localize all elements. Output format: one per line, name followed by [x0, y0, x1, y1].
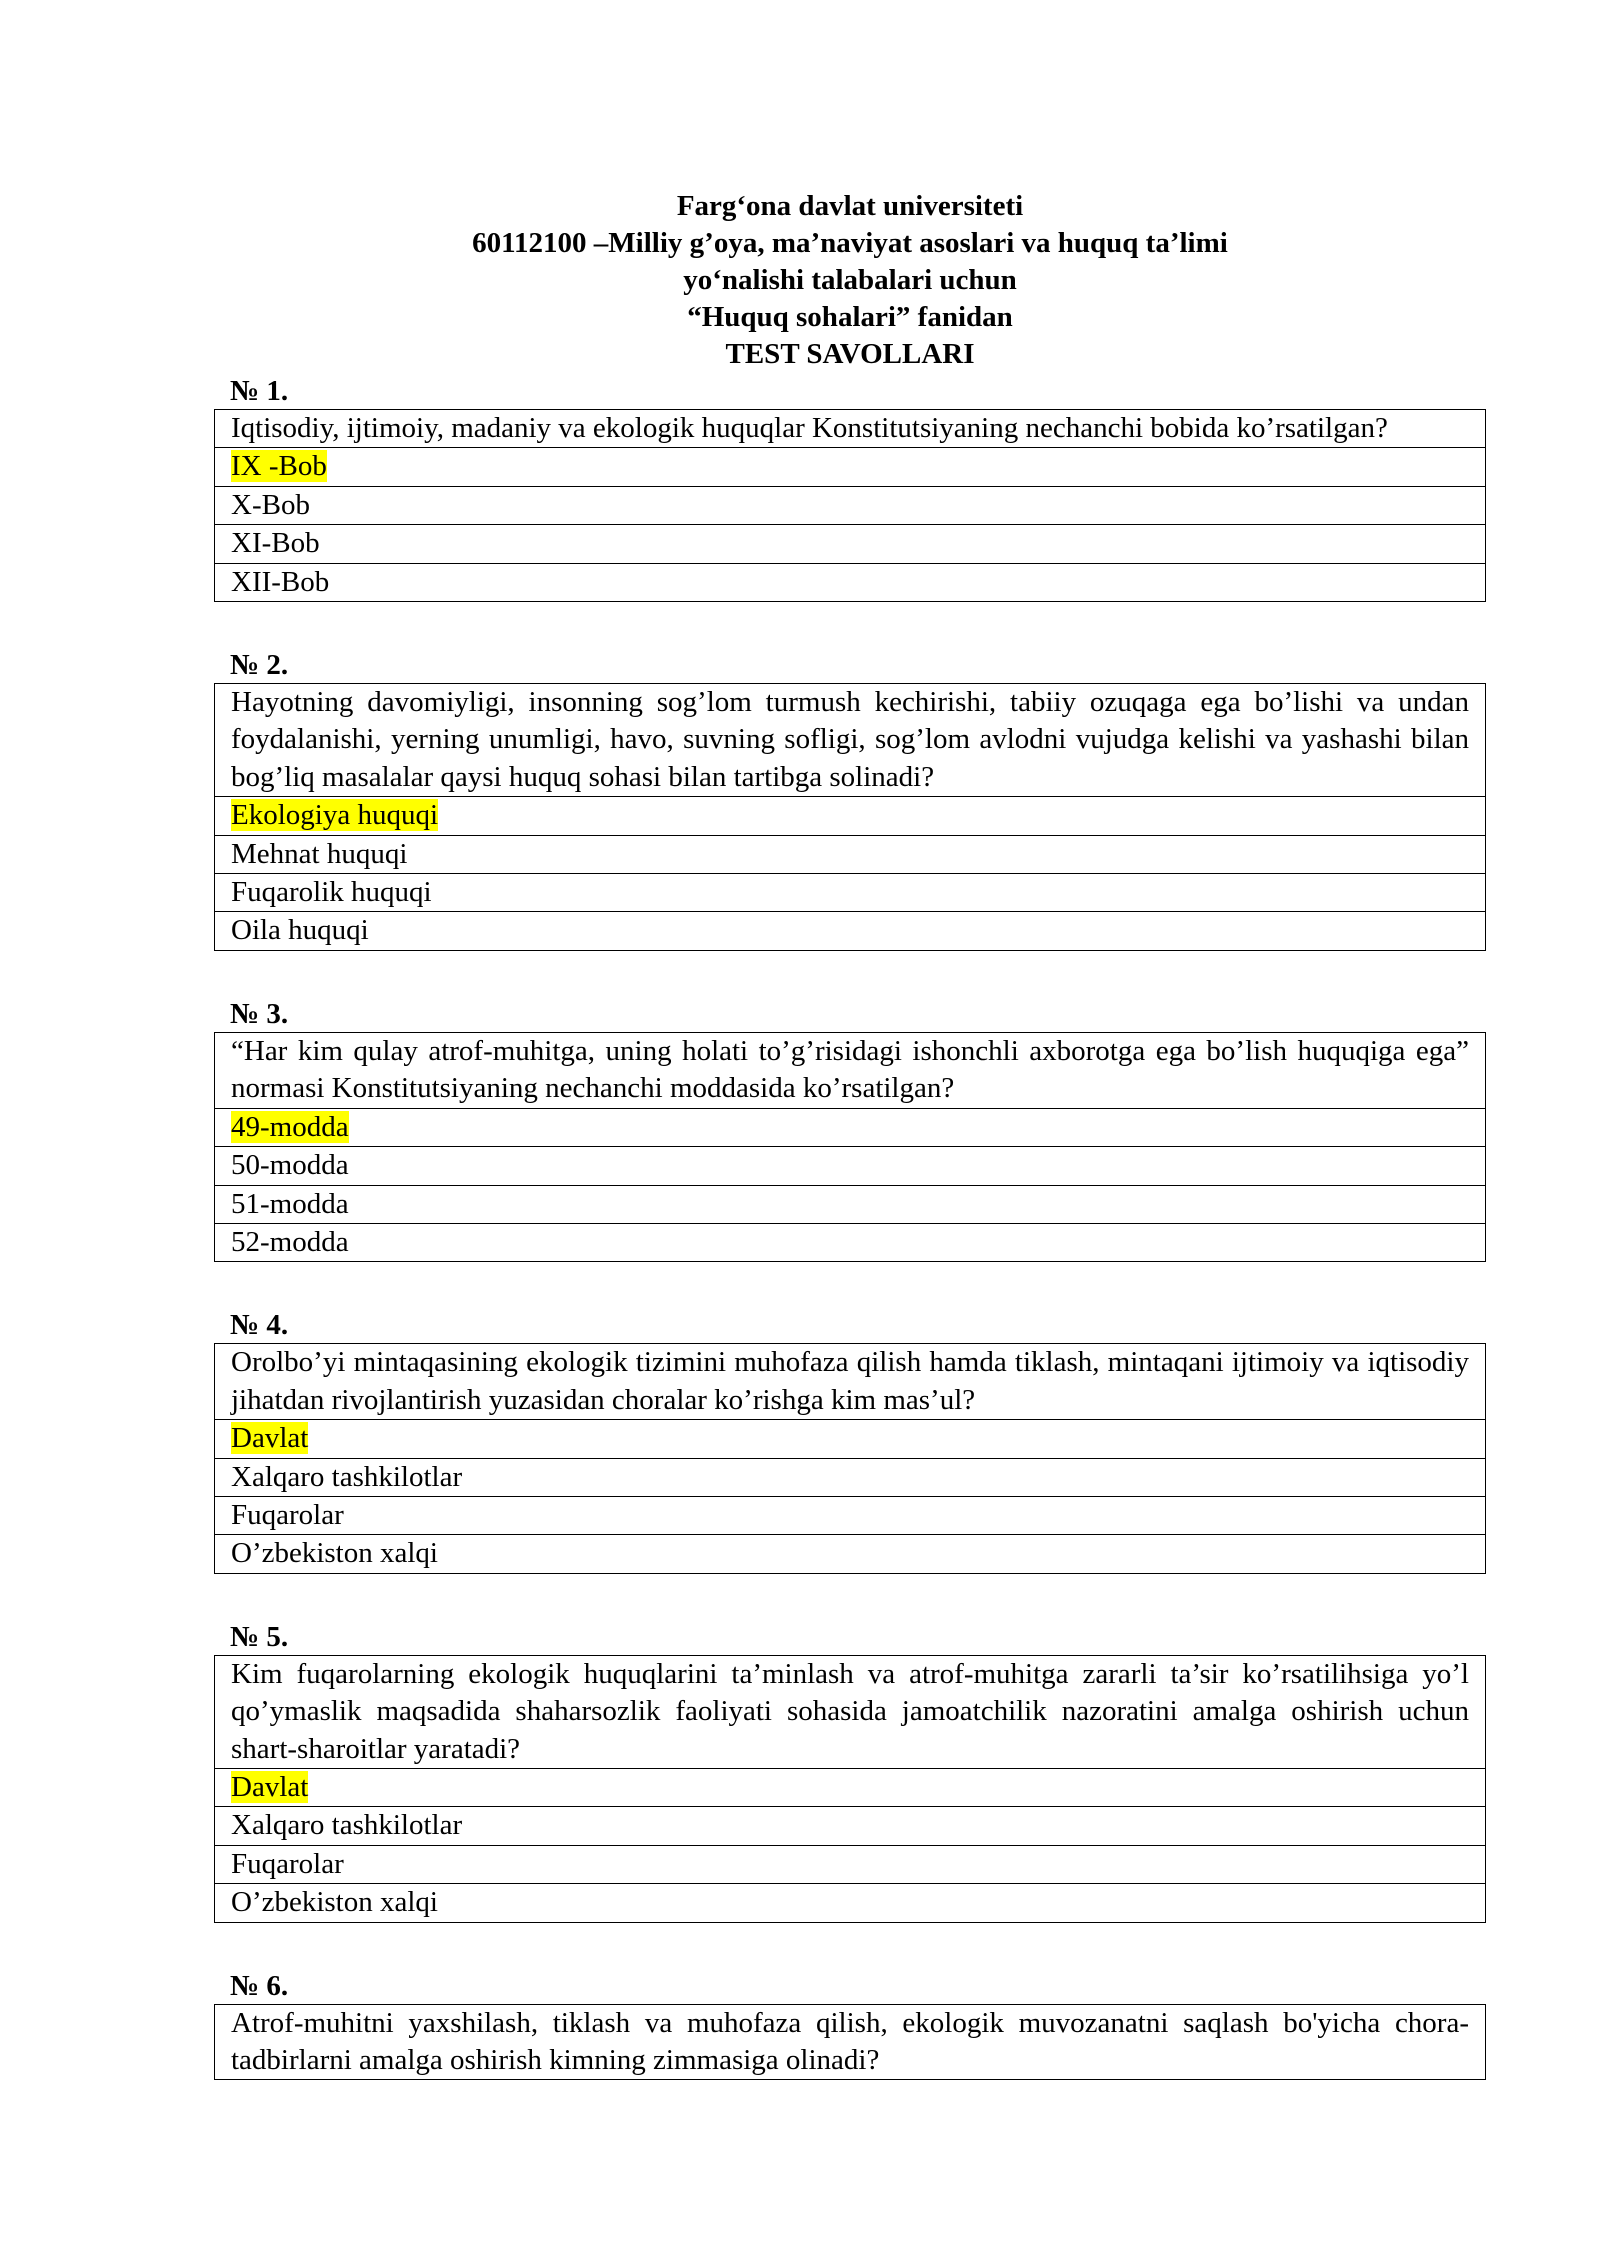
highlighted-answer: Davlat	[231, 1770, 309, 1803]
highlighted-answer: IX -Bob	[231, 450, 327, 483]
question-table	[214, 1032, 1486, 1262]
question-text: Iqtisodiy, ijtimoiy, madaniy va ekologik huquqlar Konstitutsiyaning nechanchi bobida ko’rsatilgan?	[215, 410, 1486, 448]
answer-option-correct	[215, 448, 1486, 486]
question-number: № 2.	[230, 649, 289, 682]
spacer	[214, 951, 1486, 996]
answer-option: Fuqarolar	[215, 1496, 1486, 1534]
spacer	[214, 1574, 1486, 1619]
answer-option: 52-modda	[215, 1223, 1486, 1261]
spacer	[214, 602, 1486, 647]
answer-option-correct	[215, 1108, 1486, 1146]
question-text: Kim fuqarolarning ekologik huquqlarini ta’minlash va atrof-muhitga zararli ta’sir ko’rsatilihsiga yo’l qo’ymaslik maqsadida shaharsozlik faoliyati sohasida jamoatchilik nazoratini amalga oshirish uchun shart-sharoitlar yaratadi?	[215, 1655, 1486, 1768]
subject-name: “Huquq sohalari” fanidan	[687, 301, 1013, 333]
program-name: 60112100 –Milliy g’oya, ma’naviyat asoslari va huquq ta’limi	[472, 227, 1228, 259]
question-block	[214, 647, 1486, 951]
question-number: № 6.	[230, 1969, 289, 2002]
question-number: № 3.	[230, 997, 289, 1030]
question-table	[214, 683, 1486, 951]
question-table	[214, 1343, 1486, 1573]
answer-option: Xalqaro tashkilotlar	[215, 1807, 1486, 1845]
answer-option: X-Bob	[215, 486, 1486, 524]
question-block	[214, 1619, 1486, 1923]
answer-option: Oila huquqi	[215, 912, 1486, 950]
question-text: Hayotning davomiyligi, insonning sog’lom turmush kechirishi, tabiiy ozuqaga ega bo’lishi va undan foydalanishi, yerning unumligi, havo, suvning sofligi, sog’lom avlodni vujudga kelishi va yashashi bilan bog’liq masalalar qaysi huquq sohasi bilan tartibga solinadi?	[215, 684, 1486, 797]
spacer	[214, 1923, 1486, 1968]
question-table	[214, 409, 1486, 602]
question-text: Orolbo’yi mintaqasining ekologik tizimini muhofaza qilish hamda tiklash, mintaqani ijtimoiy va iqtisodiy jihatdan rivojlantirish yuzasidan choralar ko’rishga kim mas’ul?	[215, 1344, 1486, 1420]
question-block	[214, 1307, 1486, 1573]
highlighted-answer: Ekologiya huquqi	[231, 799, 439, 832]
document-title: TEST SAVOLLARI	[725, 338, 975, 370]
question-table	[214, 2004, 1486, 2081]
question-table	[214, 1655, 1486, 1923]
highlighted-answer: Davlat	[231, 1422, 309, 1455]
answer-option-correct	[215, 797, 1486, 835]
answer-option: Fuqarolik huquqi	[215, 874, 1486, 912]
answer-option-correct	[215, 1420, 1486, 1458]
question-block	[214, 373, 1486, 602]
answer-option: Xalqaro tashkilotlar	[215, 1458, 1486, 1496]
answer-option: XII-Bob	[215, 563, 1486, 601]
document-header	[214, 188, 1486, 373]
spacer	[214, 1262, 1486, 1307]
answer-option: Fuqarolar	[215, 1845, 1486, 1883]
answer-option: O’zbekiston xalqi	[215, 1535, 1486, 1573]
question-block	[214, 1968, 1486, 2081]
highlighted-answer: 49-modda	[231, 1110, 349, 1143]
answer-option: Mehnat huquqi	[215, 835, 1486, 873]
program-audience: yo‘nalishi talabalari uchun	[683, 264, 1017, 296]
question-number: № 4.	[230, 1309, 289, 1342]
answer-option: 51-modda	[215, 1185, 1486, 1223]
question-number: № 1.	[230, 375, 289, 407]
answer-option: O’zbekiston xalqi	[215, 1884, 1486, 1922]
question-text: Atrof-muhitni yaxshilash, tiklash va muhofaza qilish, ekologik muvozanatni saqlash bo'yicha chora-tadbirlarni amalga oshirish kimning zimmasiga olinadi?	[215, 2004, 1486, 2080]
answer-option: 50-modda	[215, 1147, 1486, 1185]
question-number: № 5.	[230, 1620, 289, 1653]
university-name: Farg‘ona davlat universiteti	[676, 190, 1024, 222]
answer-option: XI-Bob	[215, 525, 1486, 563]
question-text: “Har kim qulay atrof-muhitga, uning holati to’g’risidagi ishonchli axborotga ega bo’lish huquqiga ega” normasi Konstitutsiyaning nechanchi moddasida ko’rsatilgan?	[215, 1032, 1486, 1108]
question-block	[214, 996, 1486, 1262]
answer-option-correct	[215, 1768, 1486, 1806]
document-page	[214, 188, 1486, 2080]
